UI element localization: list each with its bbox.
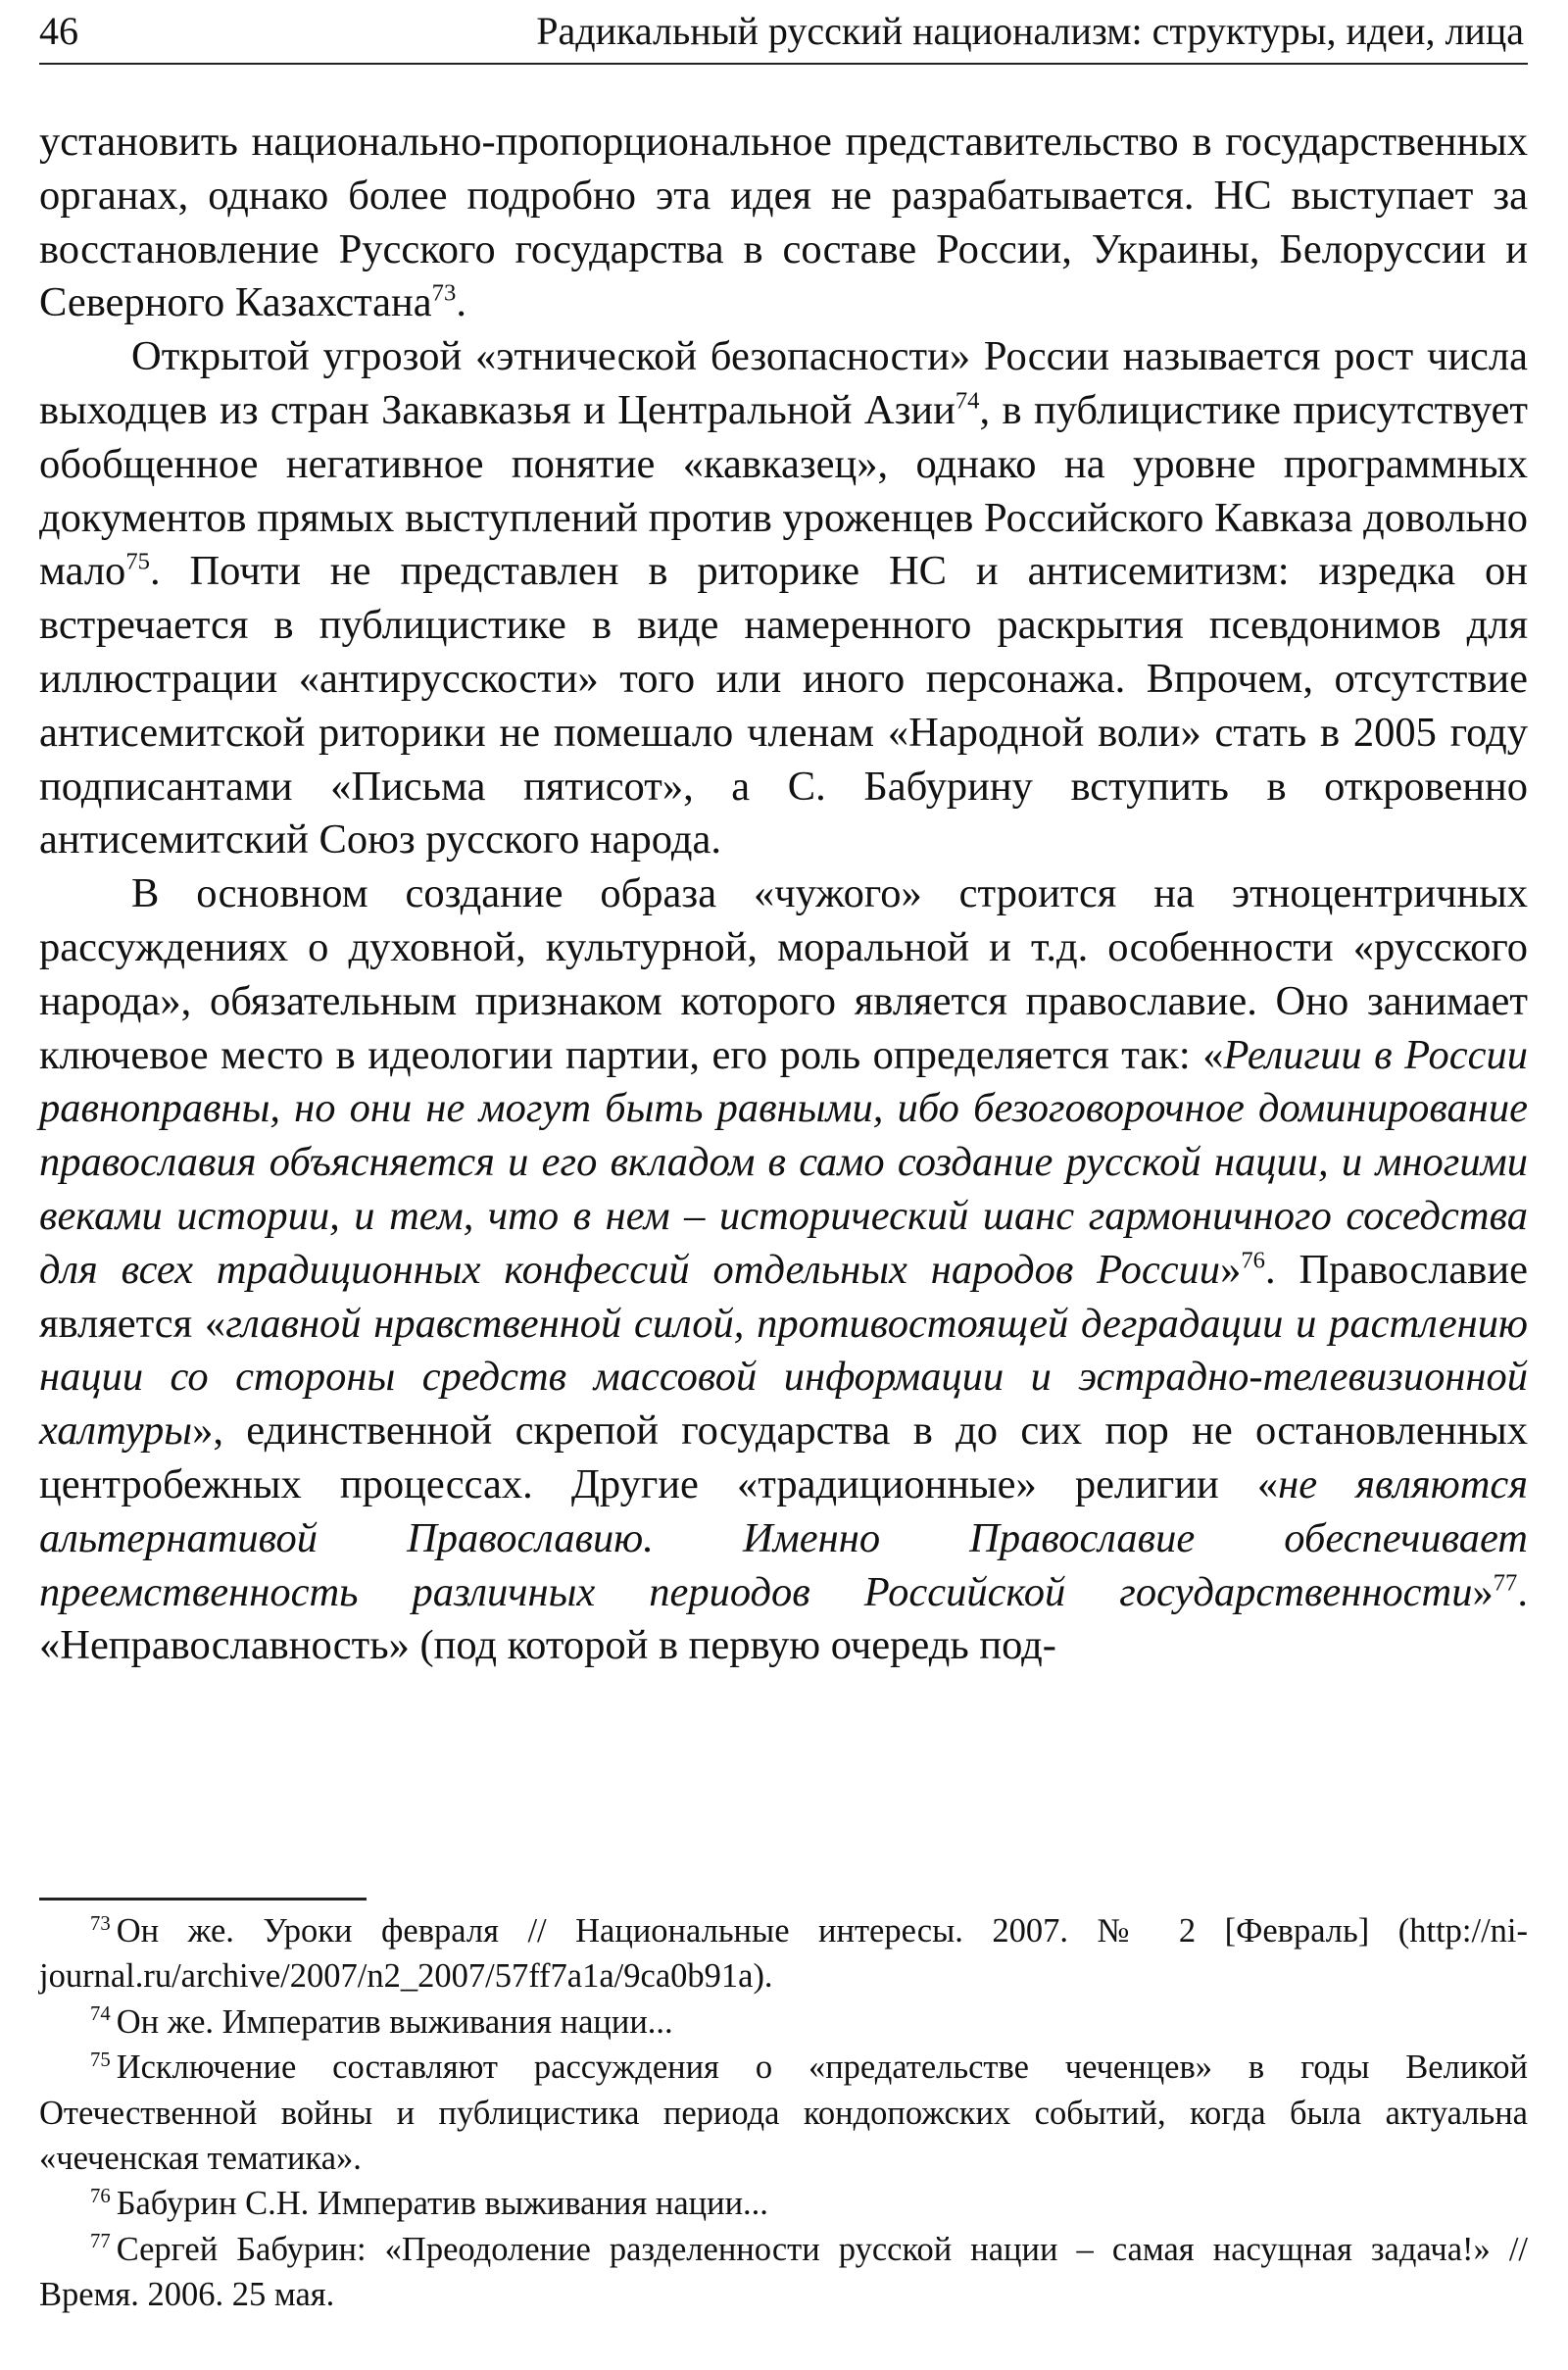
paragraph-3-part-a: В основном создание образа «чужого» строится на этноцентричных рассуждениях о духовной, культурной, моральной и т.д. особенности «русского народа», обязательным признаком которого является православие. Оно занимает ключевое место в идеологии партии, его роль определяется так: « xyxy=(39,870,1528,1078)
footnote-divider xyxy=(39,1898,367,1901)
paragraph-3-part-b: » xyxy=(1220,1246,1242,1293)
footnote-75 xyxy=(39,2045,1528,2181)
paragraph-3 xyxy=(39,867,1528,1673)
footnote-number: 76 xyxy=(90,2186,111,2208)
page-header xyxy=(39,6,1528,65)
footnote-text: Он же. Императив выживания нации... xyxy=(116,2002,673,2041)
paragraph-2-part-b: , в публицистике присутствует обобщенное негативное понятие «кавказец», однако на уровне программных документов прямых выступлений против уроженцев Российского Кавказа довольно мало xyxy=(39,386,1528,595)
paragraph-3-part-f: . «Неправославность» (под которой в первую очередь под- xyxy=(39,1568,1528,1669)
paragraph-3-part-d: », единственной скрепой государства в до сих пор не остановленных центробежных процессах. Другие «традиционные» религии « xyxy=(39,1407,1528,1507)
footnote-number: 74 xyxy=(90,2003,111,2026)
footnotes xyxy=(39,1908,1528,2318)
paragraph-2-part-a: Открытой угрозой «этнической безопасности» России называется рост числа выходцев из стран Закавказья и Центральной Азии xyxy=(39,333,1528,433)
footnote-77 xyxy=(39,2227,1528,2318)
paragraph-1-text: установить национально-пропорциональное представительство в государственных органах, однако более подробно эта идея не разрабатывается. НС выступает за восстановление Русского государства в составе России, Украины, Белоруссии и Северного Казахстана xyxy=(39,119,1528,326)
footnote-ref-76[interactable]: 76 xyxy=(1241,1247,1265,1274)
footnote-number: 75 xyxy=(90,2049,111,2071)
paragraph-1-end: . xyxy=(456,279,466,326)
footnote-number: 77 xyxy=(90,2231,111,2253)
footnote-76 xyxy=(39,2181,1528,2226)
paragraph-2 xyxy=(39,330,1528,867)
footnote-number: 73 xyxy=(90,1912,111,1935)
quote-italic-3: не являются альтернативой Православию. Именно Православие обеспечивает преемственность различных периодов Российской государственности xyxy=(39,1460,1529,1615)
footnote-text: Исключение составляют рассуждения о «предательстве чеченцев» в годы Великой Отечественной войны и публицистика периода кондопожских событий, когда была актуальна «чеченская тематика». xyxy=(39,2049,1528,2178)
quote-italic-1: Религии в России равноправны, но они не могут быть равными, ибо безоговорочное доминирование православия объясняется и его вкладом в само создание русской нации, и многими веками истории, и тем, что в нем – исторический шанс гармоничного соседства для всех традиционных конфессий отдельных народов России xyxy=(39,1031,1528,1293)
paragraph-1 xyxy=(39,116,1528,330)
footnote-ref-73[interactable]: 73 xyxy=(431,280,457,308)
paragraph-3-part-e: » xyxy=(1472,1568,1494,1615)
footnote-74 xyxy=(39,2000,1528,2045)
quote-italic-2: главной нравственной силой, противостоящей деградации и растлению нации со стороны средств массовой информации и эстрадно-телевизионной халтуры xyxy=(39,1300,1528,1455)
footnote-ref-77[interactable]: 77 xyxy=(1493,1569,1518,1597)
paragraph-3-part-c: . Православие является « xyxy=(39,1246,1528,1347)
footnote-text: Он же. Уроки февраля // Национальные интересы. 2007. № 2 [Февраль] (http://ni-journal.ru/archive/2007/n2_2007/57ff7a1a/9ca0b91a). xyxy=(39,1912,1528,1996)
running-title: Радикальный русский национализм: структуры, идеи, лица xyxy=(536,9,1524,53)
footnote-ref-75[interactable]: 75 xyxy=(125,549,150,576)
page-number: 46 xyxy=(39,9,78,53)
footnote-text: Сергей Бабурин: «Преодоление разделенности русской нации – самая насущная задача!» // Время. 2006. 25 мая. xyxy=(39,2230,1528,2314)
footnote-73 xyxy=(39,1908,1528,2000)
footnote-text: Бабурин С.Н. Императив выживания нации... xyxy=(116,2185,768,2223)
main-text xyxy=(39,116,1528,1673)
footnote-ref-74[interactable]: 74 xyxy=(955,387,980,415)
paragraph-2-part-c: . Почти не представлен в риторике НС и антисемитизм: изредка он встречается в публицистике в виде намеренного раскрытия псевдонимов для иллюстрации «антирусскости» того или иного персонажа. Впрочем, отсутствие антисемитской риторики не помешало членам «Народной воли» стать в 2005 году подписантами «Письма пятисот», а С. Бабурину вступить в откровенно антисемитский Союз русского народа. xyxy=(39,548,1528,864)
